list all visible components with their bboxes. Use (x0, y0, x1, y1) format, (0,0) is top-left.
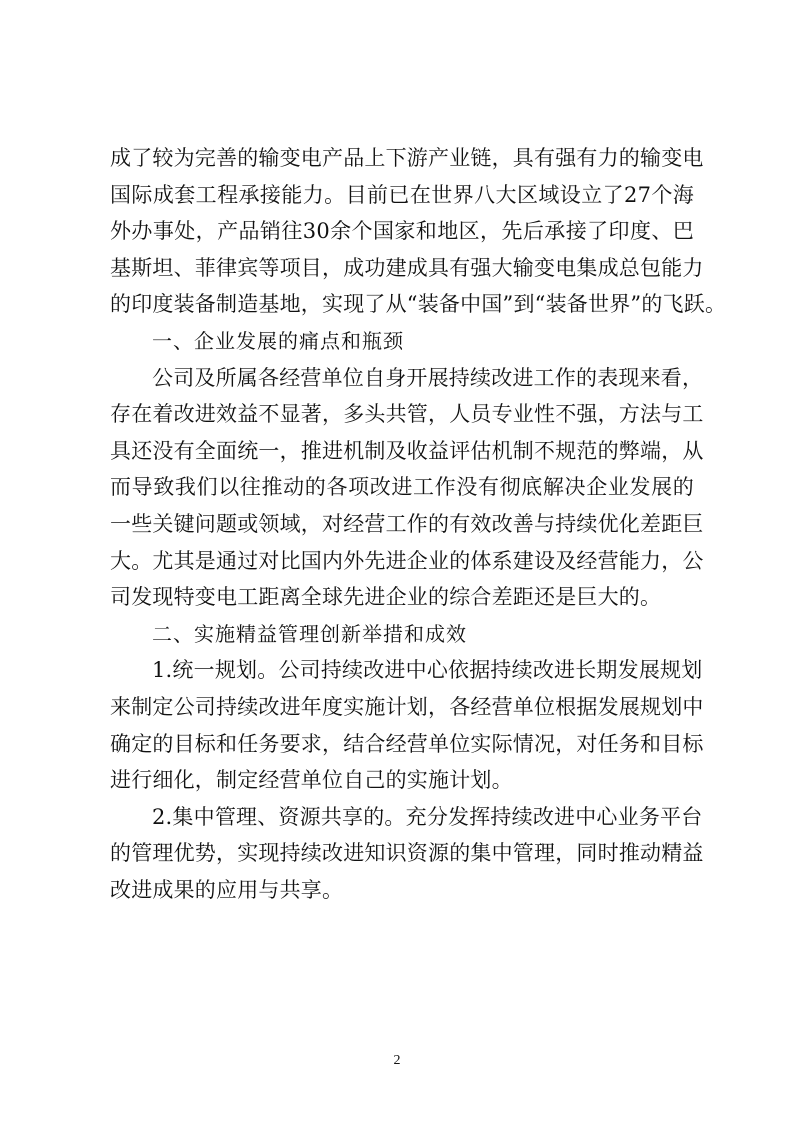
text-line: 确定的目标和任务要求，结合经营单位实际情况，对任务和目标 (110, 731, 704, 756)
paragraph-pain-points (110, 360, 704, 616)
document-body (110, 140, 727, 908)
text-line: 外办事处，产品销往30余个国家和地区，先后承接了印度、巴 (110, 219, 694, 244)
section-heading-measures: 二、实施精益管理创新举措和成效 (152, 621, 467, 646)
paragraph-centralized-management (110, 799, 704, 909)
section-heading-pain-points: 一、企业发展的痛点和瓶颈 (152, 328, 404, 353)
text-line: 基斯坦、菲律宾等项目，成功建成具有强大输变电集成总包能力 (110, 255, 704, 280)
paragraph-intro (110, 140, 727, 323)
paragraph-unified-planning (110, 652, 704, 798)
text-line: 存在着改进效益不显著，多头共管，人员专业性不强，方法与工 (110, 402, 704, 427)
page-number: 2 (393, 1053, 401, 1068)
text-line: 具还没有全面统一，推进机制及收益评估机制不规范的弊端，从 (110, 438, 704, 463)
text-line: 1.统一规划。公司持续改进中心依据持续改进长期发展规划 (152, 658, 703, 683)
text-line: 大。尤其是通过对比国内外先进企业的体系建设及经营能力，公 (110, 548, 704, 573)
text-line: 国际成套工程承接能力。目前已在世界八大区域设立了27个海 (110, 182, 694, 207)
text-line: 而导致我们以往推动的各项改进工作没有彻底解决企业发展的 (110, 475, 694, 500)
text-line: 来制定公司持续改进年度实施计划，各经营单位根据发展规划中 (110, 694, 704, 719)
text-line: 公司及所属各经营单位自身开展持续改进工作的表现来看， (152, 365, 704, 390)
text-line: 2.集中管理、资源共享的。充分发挥持续改进中心业务平台 (152, 804, 703, 829)
text-line: 一些关键问题或领域，对经营工作的有效改善与持续优化差距巨 (110, 511, 704, 536)
text-line: 进行细化，制定经营单位自己的实施计划。 (110, 768, 513, 793)
text-line: 改进成果的应用与共享。 (110, 877, 344, 902)
text-line: 的印度装备制造基地，实现了从“装备中国”到“装备世界”的飞跃。 (110, 292, 727, 317)
text-line: 的管理优势，实现持续改进知识资源的集中管理，同时推动精益 (110, 841, 704, 866)
text-line: 司发现特变电工距离全球先进企业的综合差距还是巨大的。 (110, 585, 662, 610)
text-line: 成了较为完善的输变电产品上下游产业链，具有强有力的输变电 (110, 146, 704, 170)
